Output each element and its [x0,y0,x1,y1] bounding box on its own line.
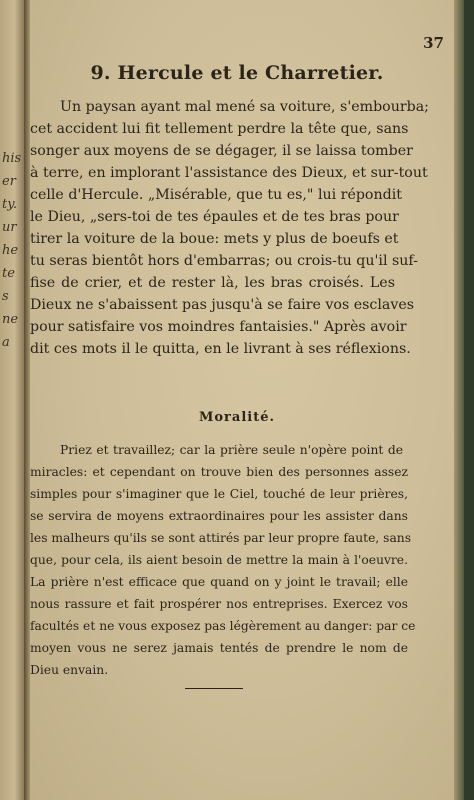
left-page-edge [0,0,24,800]
moral-line: Dieu envain. [30,663,109,677]
moral-line: facultés et ne vous exposez pas légèrement au danger: par ce [30,619,416,633]
moral-line: simples pour s'imaginer que le Ciel, touché de leur prières, [30,487,408,501]
moral-line: miracles: et cependant on trouve bien des personnes assez [30,465,408,479]
page-edge [454,0,464,800]
fable-line: dit ces mots il le quitta, en le livrant à ses réflexions. [30,341,411,357]
book-page [30,0,464,800]
moral-line: La prière n'est efficace que quand on y joint le travail; elle [30,575,408,589]
fable-line: pour satisfaire vos moindres fantaisies." Après avoir [30,319,407,335]
left-page-fragment: a [2,335,10,350]
fable-line: tu seras bientôt hors d'embarras; ou crois-tu qu'il suf- [30,253,418,269]
fable-line: le Dieu, „sers-toi de tes épaules et de tes bras pour [30,209,399,225]
left-page-fragment: his [2,151,22,166]
fable-line: Un paysan ayant mal mené sa voiture, s'embourba; [60,99,429,115]
fable-line: Dieux ne s'abaissent pas jusqu'à se faire vos esclaves [30,297,415,313]
moral-line: moyen vous ne serez jamais tentés de prendre le nom de [30,641,408,655]
left-page-fragment: s [2,289,9,304]
page-number: 37 [423,34,444,52]
fable-line: tirer la voiture de la boue: mets y plus de boeufs et [30,231,399,247]
left-page-fragment: ur [2,220,17,235]
moral-heading: Moralité. [198,410,275,425]
fable-line: songer aux moyens de se dégager, il se laissa tomber [30,143,413,159]
left-page-fragment: ty. [2,197,17,212]
moral-line: que, pour cela, ils aient besoin de mettre la main à l'oeuvre. [30,553,408,567]
left-page-fragment: ne [2,312,19,327]
fable-title: 9. Hercule et le Charretier. [90,62,384,84]
left-page-fragment: er [2,174,16,189]
left-page-fragment: he [2,243,19,258]
fable-line: celle d'Hercule. „Misérable, que tu es," lui répondit [30,187,402,203]
fable-line: à terre, en implorant l'assistance des Dieux, et sur-tout [30,165,428,181]
fable-line: cet accident lui fit tellement perdre la tête que, sans [30,121,409,137]
end-rule [185,688,243,689]
fable-line: fise de crier, et de rester là, les bras croisés. Les [30,275,395,291]
left-page-fragment: te [2,266,15,281]
moral-line: Priez et travaillez; car la prière seule n'opère point de [60,443,403,457]
moral-line: les malheurs qu'ils se sont attirés par leur propre faute, sans [30,531,412,545]
moral-line: nous rassure et fait prospérer nos entreprises. Exercez vos [30,597,408,611]
moral-line: se servira de moyens extraordinaires pour les assister dans [30,509,408,523]
